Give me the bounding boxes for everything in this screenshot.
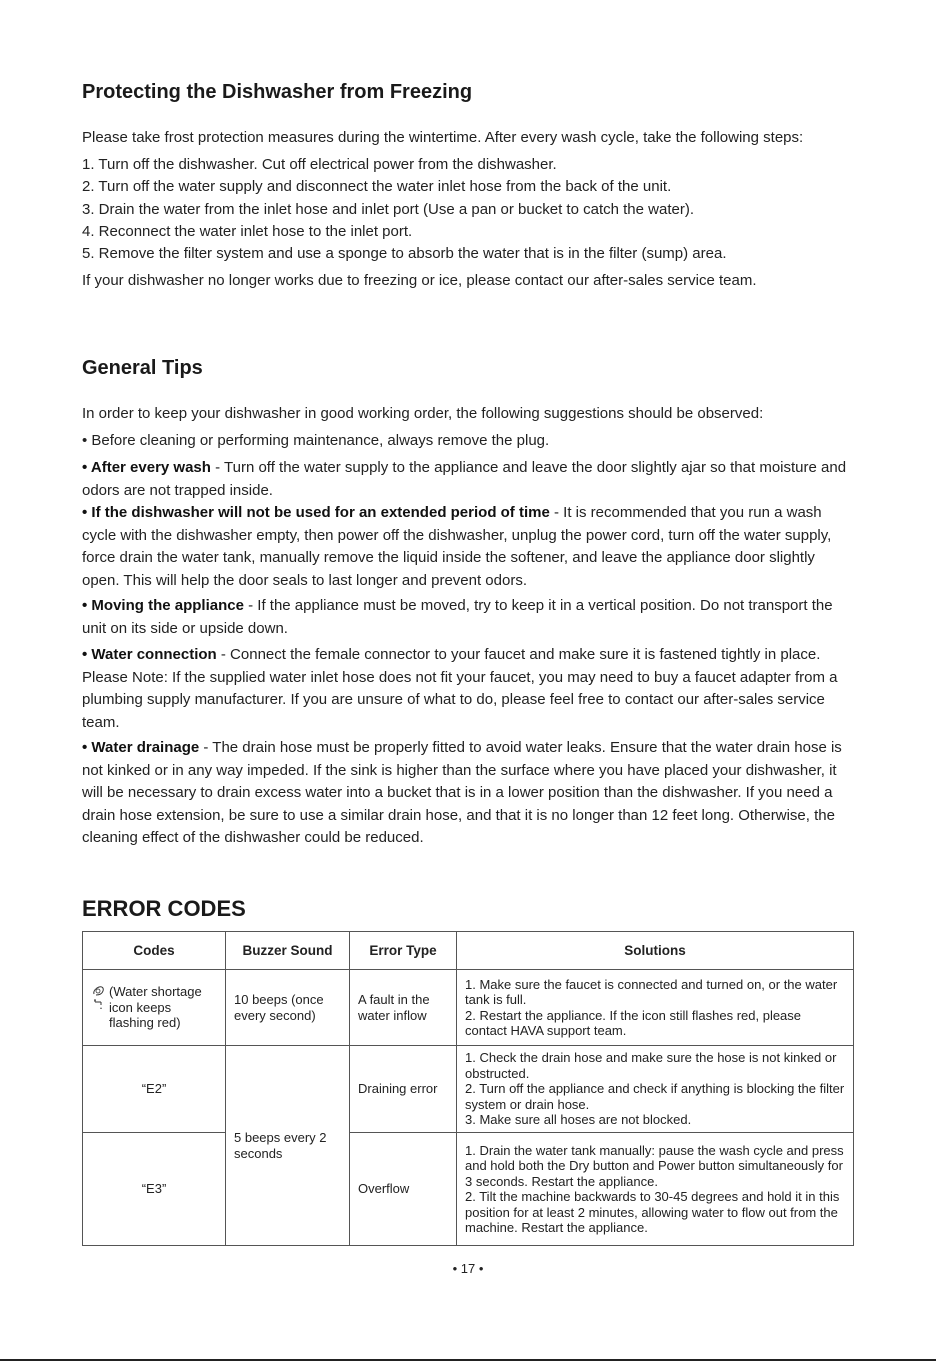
freezing-outro: If your dishwasher no longer works due to freezing or ice, please contact our after-sales service team.: [82, 272, 757, 289]
tip-item: [82, 595, 854, 640]
tip-bullet: •: [82, 459, 91, 476]
freezing-section-title: Protecting the Dishwasher from Freezing: [82, 81, 473, 103]
error-type-cell: A fault in the water inflow: [350, 970, 457, 1046]
table-row: [83, 970, 854, 1046]
page-number: • 17 •: [452, 1261, 484, 1276]
tip-bullet: •: [82, 432, 92, 449]
tip-text: - It is recommended that you run a wash cycle with the dishwasher empty, then power off the dishwasher, unplug the power cord, turn off the water supply, force drain the water tank, manually remove the liquid inside the softener, and leave the appliance door slightly open. This will help the door seals to last longer and prevent odors.: [82, 504, 832, 589]
tip-heading: After every wash: [90, 459, 211, 476]
code-cell: “E2”: [83, 1046, 226, 1133]
column-header: Buzzer Sound: [226, 932, 350, 970]
solution-line: 3. Make sure all hoses are not blocked.: [465, 1112, 692, 1128]
solution-line: 1. Check the drain hose and make sure the hose is not kinked or obstructed.: [465, 1050, 837, 1081]
tip-item: [82, 430, 854, 453]
freezing-step: 2. Turn off the water supply and disconnect the water inlet hose from the back of the unit.: [82, 178, 672, 195]
tip-item: [82, 502, 854, 592]
tip-heading: Water drainage: [91, 739, 200, 756]
solutions-cell: [457, 970, 854, 1046]
error-codes-table: [82, 931, 854, 1246]
solution-line: 2. Turn off the appliance and check if anything is blocking the filter system or drain hose.: [465, 1081, 845, 1112]
freezing-step: 4. Reconnect the water inlet hose to the inlet port.: [82, 223, 413, 240]
tips-section-title: General Tips: [82, 357, 203, 379]
tip-heading: Moving the appliance: [91, 597, 244, 614]
tip-item: [82, 457, 854, 502]
tips-intro: In order to keep your dishwasher in good working order, the following suggestions should be observed:: [82, 405, 764, 422]
code-text: (Water shortage icon keeps flashing red): [109, 984, 202, 1031]
solutions-cell: [457, 1133, 854, 1246]
error-type-cell: Draining error: [350, 1046, 457, 1133]
tip-bullet: •: [82, 739, 92, 756]
solution-line: 1. Drain the water tank manually: pause the wash cycle and press and hold both the Dry button and Power button simultaneously for 3 seconds. Restart the appliance.: [465, 1142, 844, 1189]
water-shortage-icon: [91, 984, 105, 1011]
table-row: [83, 1133, 854, 1246]
table-row: [83, 1046, 854, 1133]
column-header: Solutions: [457, 932, 854, 970]
column-header: Codes: [83, 932, 226, 970]
tip-heading: Water connection: [91, 646, 217, 663]
table-header-row: [83, 932, 854, 970]
tip-heading: If the dishwasher will not be used for an extended period of time: [91, 504, 550, 521]
error-type-cell: Overflow: [350, 1133, 457, 1246]
buzzer-cell: 10 beeps (once every second): [226, 970, 350, 1046]
tip-bullet: •: [82, 597, 92, 614]
bottom-divider: [0, 1359, 936, 1361]
error-codes-title: ERROR CODES: [82, 896, 246, 921]
solution-line: 2. Restart the appliance. If the icon still flashes red, please contact HAVA support team.: [465, 1007, 802, 1038]
tip-text: Before cleaning or performing maintenance, always remove the plug.: [91, 432, 550, 449]
solutions-cell: [457, 1046, 854, 1133]
freezing-step: 3. Drain the water from the inlet hose and inlet port (Use a pan or bucket to catch the water).: [82, 201, 694, 218]
solution-line: 2. Tilt the machine backwards to 30-45 degrees and hold it in this position for at least 2 minutes, allowing water to flow out from the machine. Restart the appliance.: [465, 1189, 840, 1235]
code-cell: “E3”: [83, 1133, 226, 1246]
solution-line: 1. Make sure the faucet is connected and turned on, or the water tank is full.: [465, 976, 838, 1007]
tip-text: - Connect the female connector to your faucet and make sure it is fastened tightly in place. Please Note: If the supplied water inlet hose does not fit your faucet, you may need to buy a faucet adapter from a plumbing supply manufacturer. If you are unsure of what to do, please feel free to contact our after-sales service team.: [82, 646, 838, 731]
tip-item: [82, 644, 854, 734]
tip-bullet: •: [82, 504, 92, 521]
tip-text: - Turn off the water supply to the appliance and leave the door slightly ajar so that moisture and odors are not trapped inside.: [82, 459, 847, 499]
freezing-step: 1. Turn off the dishwasher. Cut off electrical power from the dishwasher.: [82, 156, 557, 173]
tip-text: - If the appliance must be moved, try to keep it in a vertical position. Do not transport the unit on its side or upside down.: [82, 597, 833, 637]
tip-text: - The drain hose must be properly fitted to avoid water leaks. Ensure that the water drain hose is not kinked or in any way impeded. If the sink is higher than the surface where you have placed your dishwasher, it will be necessary to drain excess water into a bucket that is in a lower position than the dishwasher. If you need a drain hose extension, be sure to use a similar drain hose, and that it is no longer than 12 feet long. Otherwise, the cleaning effect of the dishwasher could be reduced.: [82, 739, 842, 846]
buzzer-cell: 5 beeps every 2 seconds: [226, 1046, 350, 1246]
code-cell: [83, 970, 226, 1046]
tip-bullet: •: [82, 646, 92, 663]
freezing-step: 5. Remove the filter system and use a sponge to absorb the water that is in the filter (sump) area.: [82, 245, 727, 262]
tip-item: [82, 737, 854, 850]
column-header: Error Type: [350, 932, 457, 970]
freezing-intro: Please take frost protection measures during the wintertime. After every wash cycle, take the following steps:: [82, 129, 804, 146]
